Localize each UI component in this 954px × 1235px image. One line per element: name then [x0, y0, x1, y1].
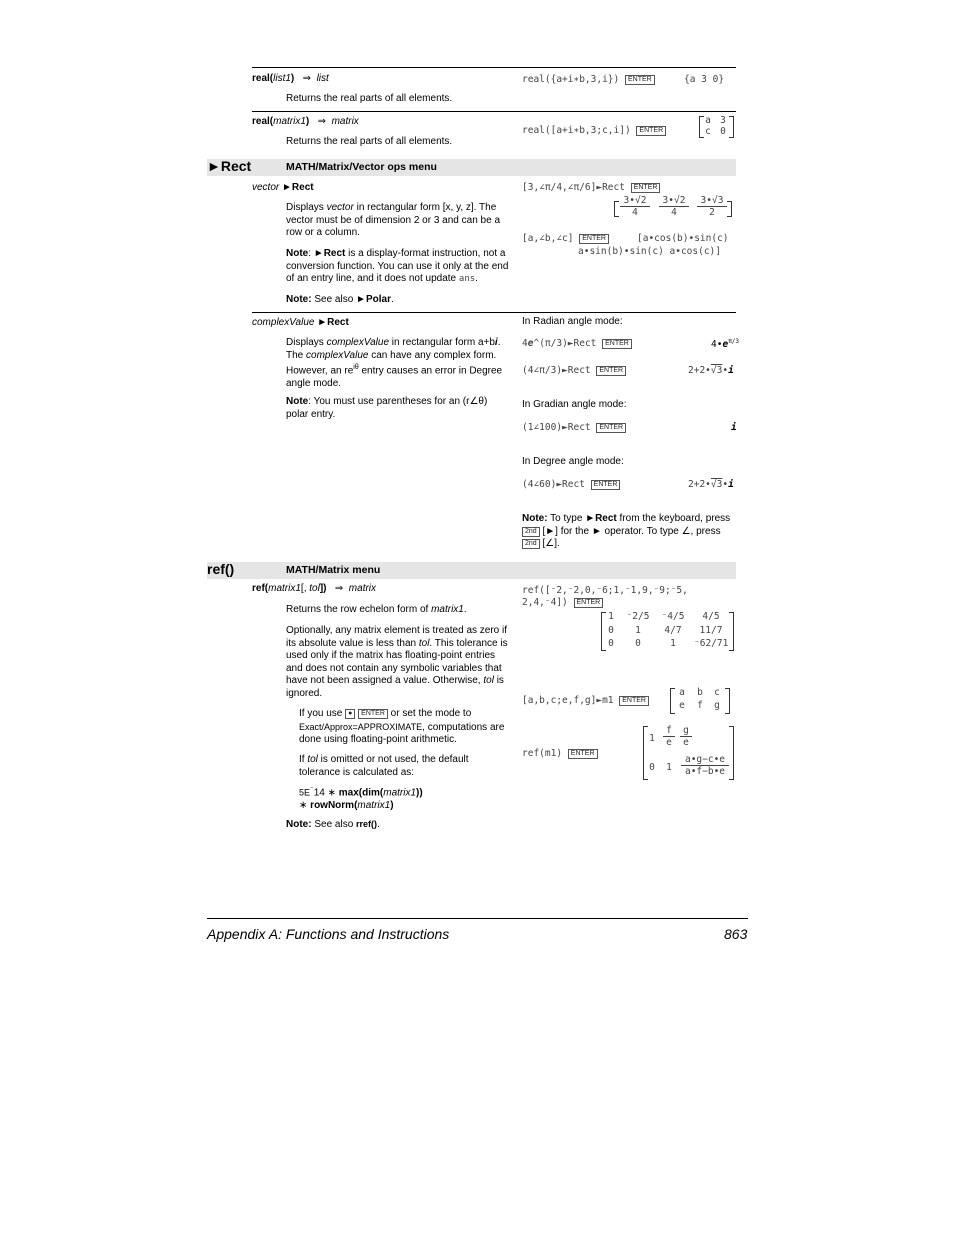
page-number: 863: [724, 926, 748, 942]
matrix-cell: 0: [635, 638, 641, 649]
enter-key: ENTER: [574, 598, 604, 608]
gradian-mode-label: In Gradian angle mode:: [522, 399, 627, 410]
matrix-cell: 4/7: [664, 625, 682, 636]
rect-complex-signature: complexValue ►Rect: [252, 317, 349, 328]
rect-vector-signature: vector ►Rect: [252, 182, 314, 193]
real-list-description: Returns the real parts of all elements.: [286, 93, 453, 104]
real-matrix-signature: real(matrix1) ⇒ matrix: [252, 116, 359, 127]
ref-example-2: [a,b,c;e,f,g]►m1 ENTER: [522, 695, 649, 706]
2nd-key: 2nd: [522, 527, 540, 537]
rect-vector-note: Note: ►Rect is a display-format instruction, not a conversion function. You can use it only at the end of an entry line, and it does not update ans.: [286, 248, 509, 284]
enter-key: ENTER: [636, 126, 666, 136]
matrix-cell: 1: [666, 762, 672, 773]
matrix-cell: a: [705, 115, 711, 126]
matrix-left-bracket: [670, 688, 675, 714]
ref-example-3: ref(m1) ENTER: [522, 748, 598, 759]
rect-vector-example-1: [3,∠π/4,∠π/6]►Rect ENTER: [522, 182, 660, 193]
section-menu-path: MATH/Matrix menu: [286, 564, 381, 576]
ref-bullet-approx: If you use ● ENTER or set the mode to Exact/Approx=APPROXIMATE, computations are done using floating-point arithmetic.: [299, 708, 505, 745]
matrix-cell: 1: [649, 733, 655, 744]
section-title-rect: ►Rect: [207, 158, 252, 174]
matrix-cell: c: [705, 126, 711, 137]
rect-complex-note: Note: You must use parentheses for an (r∠θ) polar entry.: [286, 396, 488, 420]
real-list-signature: real(list1) ⇒ list: [252, 73, 329, 84]
matrix-cell: 4/5: [702, 611, 720, 622]
matrix-cell: 0: [720, 126, 726, 137]
rect-complex-example-3: (1∠100)►Rect ENTER: [522, 422, 626, 433]
divider: [252, 111, 736, 112]
enter-key: ENTER: [619, 696, 649, 706]
real-list-result: {a 3 0}: [684, 74, 725, 85]
divider: [252, 67, 736, 68]
vector-left-bracket: [614, 201, 619, 217]
vector-right-bracket: [727, 201, 732, 217]
fraction: $\frac{3•√2}{4}$: [620, 195, 650, 218]
matrix-right-bracket: [729, 612, 734, 651]
rect-complex-example-2: (4∠π/3)►Rect ENTER: [522, 365, 626, 376]
rect-complex-description: Displays complexValue in rectangular form a+bi. The complexValue can have any complex form. However, an $re^{i\theta}$ entry causes an error in Degree angle mode.: [286, 337, 503, 389]
enter-key: ENTER: [602, 339, 632, 349]
matrix-cell: e: [679, 700, 685, 711]
rect-complex-example-1: 4e^(π/3)►Rect ENTER: [522, 338, 632, 349]
rect-vector-example-2: [a,∠b,∠c] ENTER: [522, 233, 609, 244]
degree-mode-label: In Degree angle mode:: [522, 456, 624, 467]
matrix-cell: 0: [608, 638, 614, 649]
matrix-cell: g: [714, 700, 720, 711]
ref-description-2: Optionally, any matrix element is treated as zero if its absolute value is less than tol. This tolerance is used only if the matrix has floating-point entries and does not contain any symbolic variables that have not been assigned a value. Otherwise, tol is ignored.: [286, 625, 508, 699]
matrix-cell: 11/7: [699, 625, 723, 636]
enter-key: ENTER: [596, 423, 626, 433]
enter-key: ENTER: [591, 480, 621, 490]
matrix-cell: b: [697, 687, 703, 698]
ref-example-1-line-1: ref([⁻2,⁻2,0,⁻6;1,⁻1,9,⁻9;⁻5,: [522, 585, 688, 596]
real-matrix-example: real([a+i∗b,3;c,i]) ENTER: [522, 125, 666, 136]
fraction: $\frac{3•√2}{4}$: [659, 195, 689, 218]
rect-complex-example-4: (4∠60)►Rect ENTER: [522, 479, 620, 490]
matrix-right-bracket: [729, 726, 734, 780]
real-list-example: real({a+i∗b,3,i}) ENTER: [522, 74, 655, 85]
ref-bullet-tolerance: If tol is omitted or not used, the default tolerance is calculated as:: [299, 754, 469, 778]
enter-key: ENTER: [579, 234, 609, 244]
rect-vector-see-also: Note: See also ►Polar.: [286, 294, 394, 305]
fraction: $\frac{3•√3}{2}$: [697, 195, 727, 218]
section-menu-path: MATH/Matrix/Vector ops menu: [286, 161, 437, 173]
ref-example-1-line-2: 2,4,⁻4]) ENTER: [522, 597, 603, 608]
footer-chapter-title: Appendix A: Functions and Instructions: [207, 926, 450, 942]
matrix-cell: ⁻4/5: [661, 611, 685, 622]
ref-signature: ref(matrix1[, tol]) ⇒ matrix: [252, 583, 377, 594]
enter-key: ENTER: [568, 749, 598, 759]
ref-tolerance-formula: 5E⁻14 ∗ max(dim(matrix1)) ∗ rowNorm(matrix1): [299, 786, 423, 811]
rect-complex-result-4: 2+2•√3•i: [688, 479, 734, 490]
rect-vector-result-2a: [a•cos(b)•sin(c): [637, 233, 729, 244]
real-matrix-description: Returns the real parts of all elements.: [286, 136, 453, 147]
enter-key: ENTER: [596, 366, 626, 376]
matrix-cell: a: [679, 687, 685, 698]
matrix-cell: f: [697, 700, 703, 711]
rect-complex-result-1: $4•e^{\pi/3}$: [711, 338, 740, 351]
matrix-cell: ⁻2/5: [626, 611, 650, 622]
matrix-cell: ⁻62/71: [694, 638, 729, 649]
divider: [252, 312, 736, 313]
matrix-cell: 1: [670, 638, 676, 649]
2nd-key: 2nd: [522, 539, 540, 549]
fraction: $\frac{f}{e}$: [663, 725, 675, 748]
enter-key: ENTER: [625, 75, 655, 85]
enter-key: ENTER: [358, 709, 388, 719]
ref-see-also: Note: See also rref().: [286, 819, 380, 830]
matrix-right-bracket: [725, 688, 730, 714]
rect-vector-result-2b: a•sin(b)•sin(c) a•cos(c)]: [578, 246, 721, 257]
matrix-cell: 0: [608, 625, 614, 636]
rect-complex-result-3: i: [731, 422, 737, 433]
ref-description-1: Returns the row echelon form of matrix1.: [286, 604, 467, 615]
section-title-ref: ref(): [207, 561, 235, 577]
matrix-cell: 1: [635, 625, 641, 636]
diamond-key: ●: [345, 709, 355, 719]
matrix-cell: c: [714, 687, 720, 698]
enter-key: ENTER: [631, 183, 661, 193]
radian-mode-label: In Radian angle mode:: [522, 316, 623, 327]
rect-typing-note: Note: To type ►Rect from the keyboard, press 2nd [►] for the ► operator. To type ∠, press 2nd [∠].: [522, 513, 731, 549]
matrix-cell: 0: [649, 762, 655, 773]
matrix-cell: 3: [720, 115, 726, 126]
matrix-cell: 1: [608, 611, 614, 622]
footer-divider: [207, 918, 748, 919]
matrix-right-bracket: [729, 116, 734, 138]
rect-vector-description: Displays vector in rectangular form [x, y, z]. The vector must be of dimension 2 or 3 and can be a row or a column.: [286, 202, 501, 238]
rect-complex-result-2: 2+2•√3•i: [688, 365, 734, 376]
fraction: $\frac{a•g-c•e}{a•f-b•e}$: [681, 754, 729, 777]
fraction: $\frac{g}{e}$: [680, 725, 692, 748]
